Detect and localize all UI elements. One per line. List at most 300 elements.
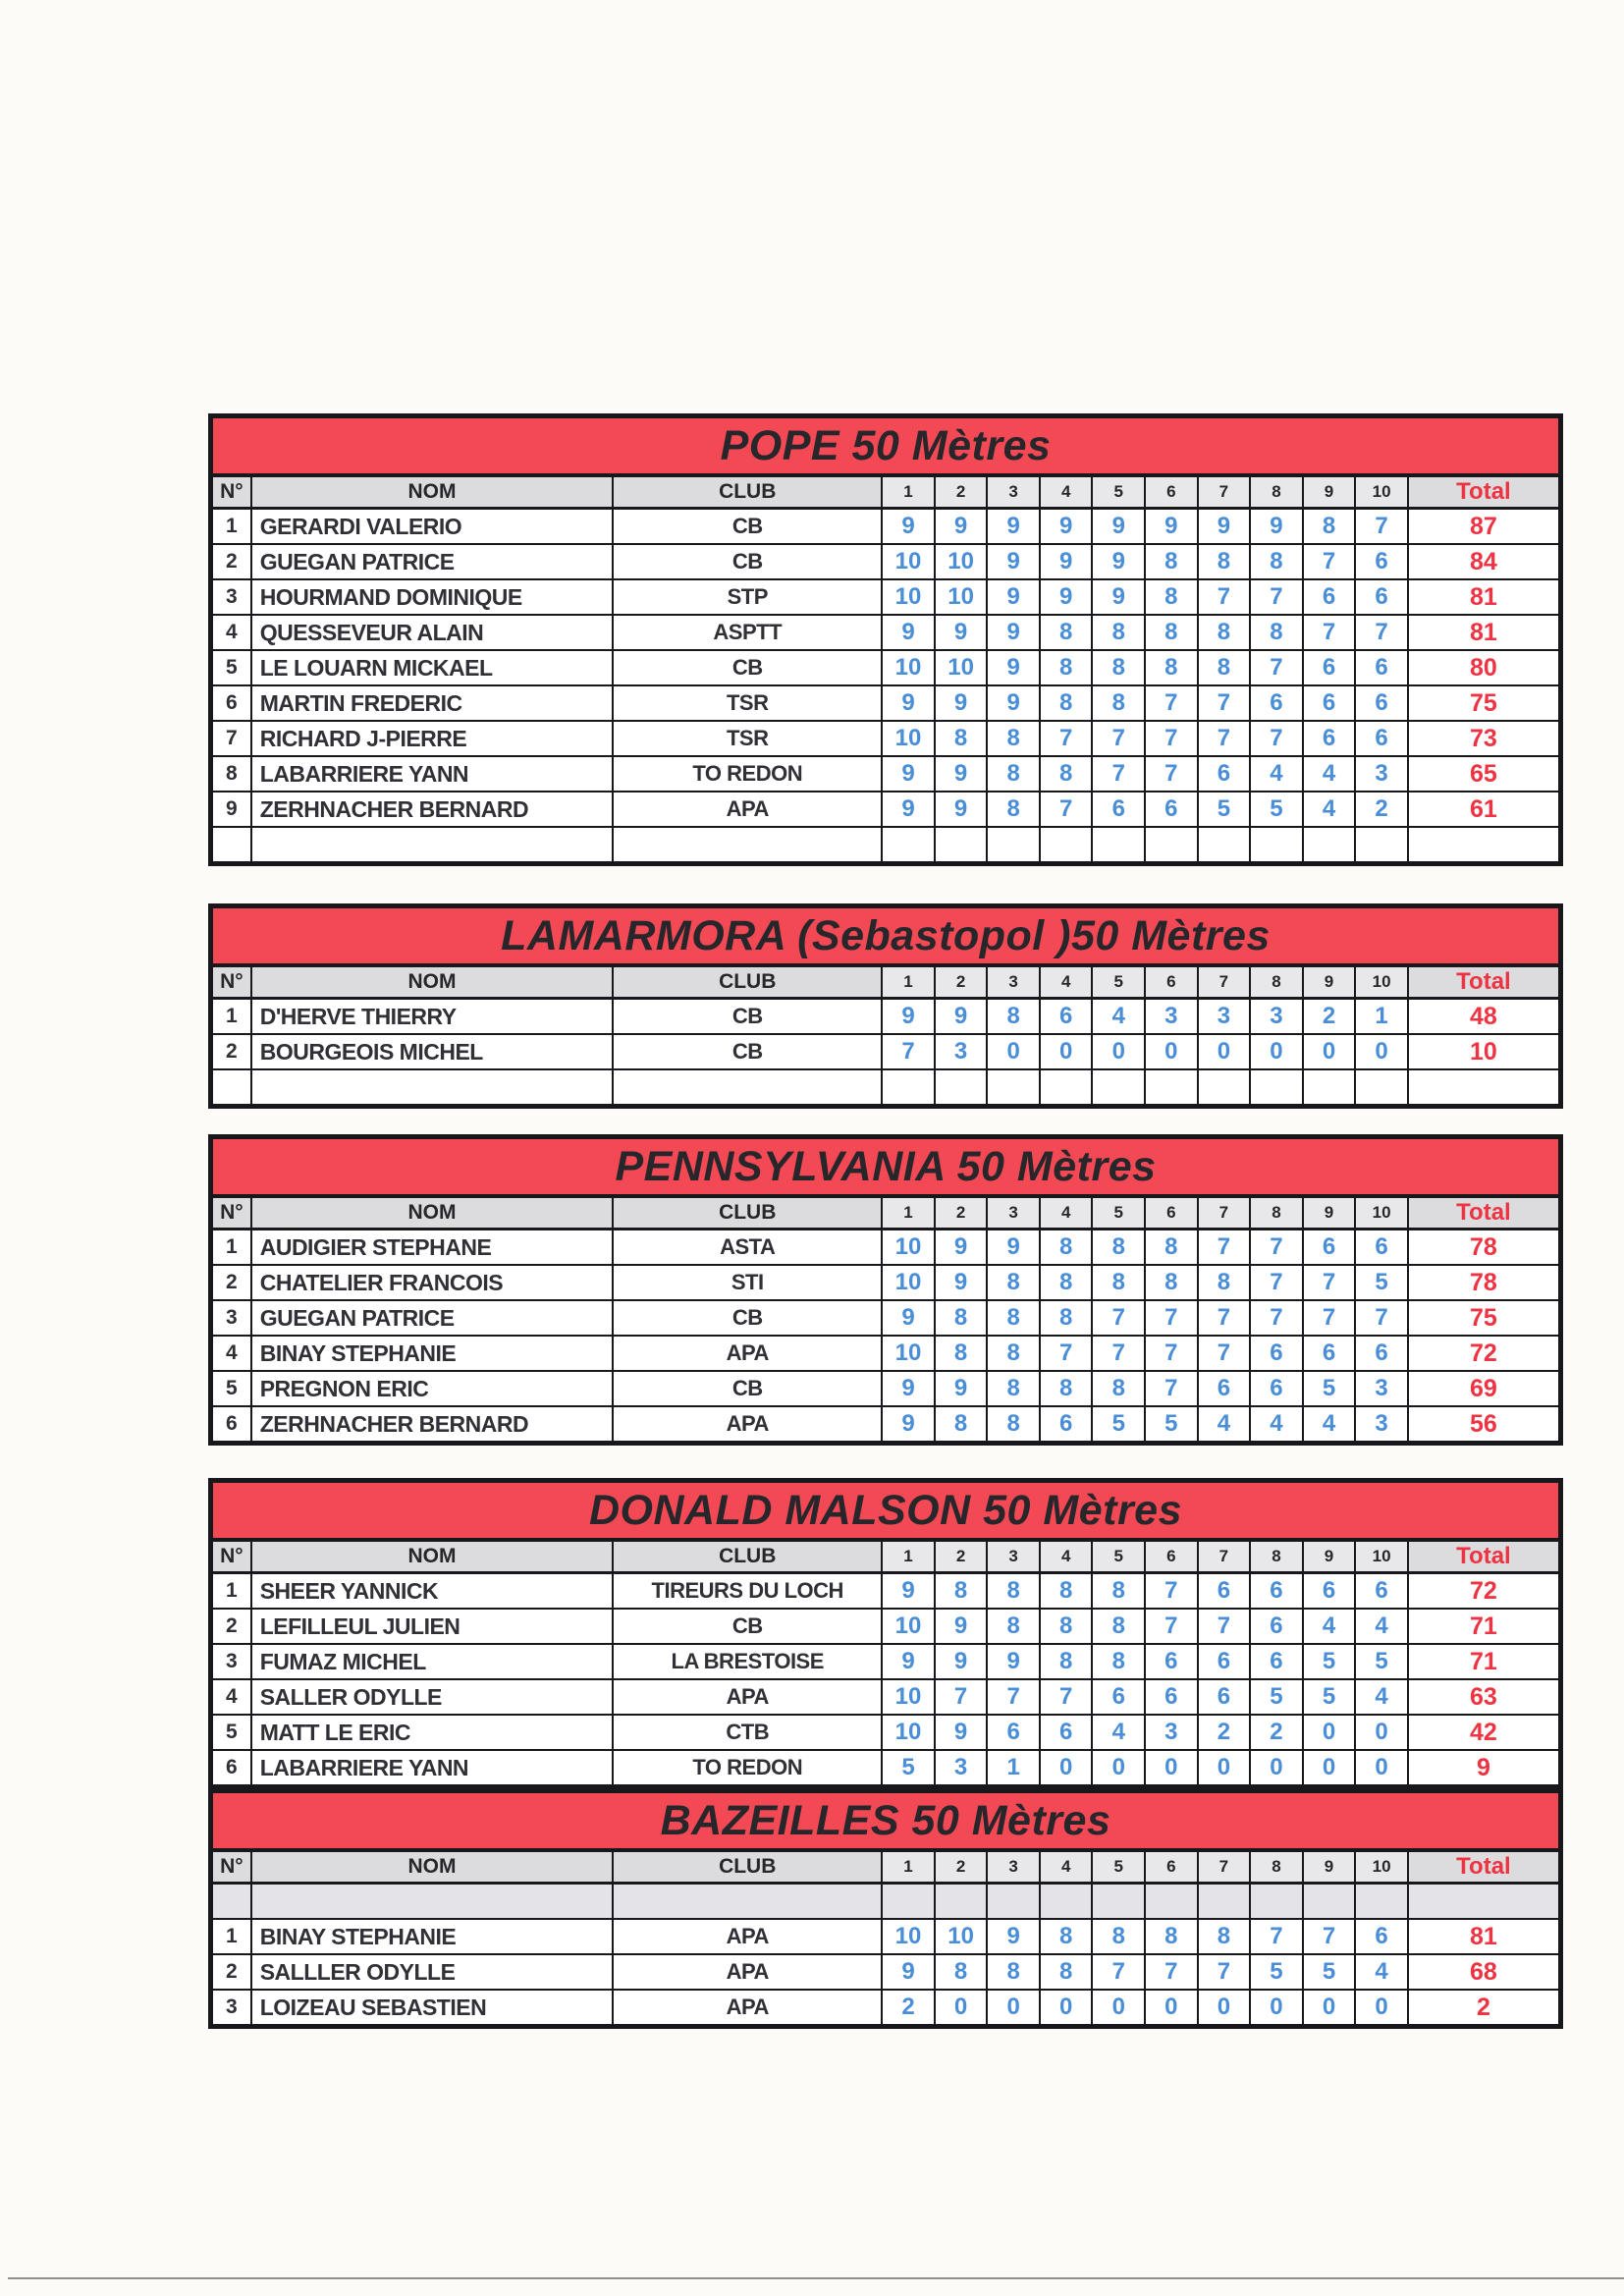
- score-cell-shot-4: 8: [1041, 1920, 1094, 1953]
- score-cell-shot-6: 8: [1146, 580, 1199, 614]
- total-cell: 81: [1470, 1922, 1497, 1950]
- score-cell-shot-5: 8: [1093, 686, 1146, 720]
- total-cell: 81: [1470, 582, 1497, 611]
- score-cell-shot-1: 10: [883, 545, 936, 578]
- empty-cell: [936, 1070, 989, 1104]
- score-cell-shot-3: 8: [988, 1955, 1041, 1989]
- score-cell-shot-3: 9: [988, 580, 1041, 614]
- table-row: [213, 1680, 1558, 1716]
- total-cell: 65: [1470, 759, 1497, 788]
- score-cell-shot-7: 7: [1199, 580, 1252, 614]
- score-cell-shot-5: 9: [1093, 580, 1146, 614]
- score-cell-shot-8: 9: [1251, 510, 1304, 543]
- score-cell-shot-3: 8: [988, 1266, 1041, 1299]
- results-table: [208, 413, 1563, 866]
- score-cell-shot-6: 7: [1146, 1337, 1199, 1370]
- score-cell-shot-10: 0: [1356, 1991, 1409, 2024]
- score-cell-shot-2: 9: [936, 1716, 989, 1749]
- column-header-name: NOM: [252, 967, 615, 997]
- table-header-row: [213, 1542, 1558, 1574]
- score-cell-shot-10: 7: [1356, 1301, 1409, 1335]
- column-header-shot-9: 9: [1304, 1198, 1357, 1228]
- score-cell-shot-8: 6: [1251, 1610, 1304, 1643]
- score-cell-shot-10: 6: [1356, 545, 1409, 578]
- name-cell: LABARRIERE YANN: [252, 757, 615, 791]
- score-cell-shot-8: 6: [1251, 1574, 1304, 1608]
- empty-cell: [1304, 828, 1357, 861]
- total-cell: 81: [1470, 618, 1497, 646]
- score-cell-shot-6: 0: [1146, 1035, 1199, 1068]
- score-cell-shot-5: 7: [1093, 1955, 1146, 1989]
- table-title-banner: [213, 908, 1558, 967]
- rank-cell: 1: [213, 1000, 252, 1033]
- score-cell-shot-4: 8: [1041, 1301, 1094, 1335]
- rank-cell: 2: [213, 1266, 252, 1299]
- column-header-shot-9: 9: [1304, 1542, 1357, 1571]
- empty-cell: [1041, 828, 1094, 861]
- score-cell-shot-5: 8: [1093, 1372, 1146, 1405]
- score-cell-shot-6: 7: [1146, 1372, 1199, 1405]
- score-cell-shot-4: 7: [1041, 793, 1094, 826]
- club-cell: STP: [614, 580, 883, 614]
- score-cell-shot-9: 5: [1304, 1955, 1357, 1989]
- score-cell-shot-10: 3: [1356, 757, 1409, 791]
- club-cell: CB: [614, 1301, 883, 1335]
- rank-cell: 4: [213, 1337, 252, 1370]
- score-cell-shot-8: 4: [1251, 1407, 1304, 1441]
- table-title-banner: [213, 1139, 1558, 1198]
- column-header-total: Total: [1409, 1198, 1558, 1228]
- table-row: [213, 757, 1558, 793]
- score-cell-shot-3: 8: [988, 722, 1041, 755]
- score-cell-shot-7: 5: [1199, 793, 1252, 826]
- column-header-shot-3: 3: [988, 1852, 1041, 1882]
- club-cell: APA: [614, 1991, 883, 2024]
- table-row: [213, 1266, 1558, 1301]
- score-cell-shot-8: 4: [1251, 757, 1304, 791]
- rank-cell: 1: [213, 1920, 252, 1953]
- total-cell: 72: [1470, 1339, 1497, 1367]
- score-cell-shot-1: 10: [883, 1680, 936, 1714]
- table-row: [213, 722, 1558, 757]
- column-header-shot-3: 3: [988, 1198, 1041, 1228]
- empty-cell: [213, 1070, 252, 1104]
- score-cell-shot-9: 5: [1304, 1680, 1357, 1714]
- score-cell-shot-3: 8: [988, 1407, 1041, 1441]
- score-cell-shot-6: 3: [1146, 1716, 1199, 1749]
- score-cell-shot-9: 4: [1304, 1407, 1357, 1441]
- club-cell: TO REDON: [614, 1751, 883, 1784]
- name-cell: MARTIN FREDERIC: [252, 686, 615, 720]
- score-cell-shot-8: 7: [1251, 1920, 1304, 1953]
- score-cell-shot-4: 9: [1041, 545, 1094, 578]
- name-cell: PREGNON ERIC: [252, 1372, 615, 1405]
- empty-cell: [1093, 1070, 1146, 1104]
- club-cell: ASTA: [614, 1230, 883, 1264]
- score-cell-shot-4: 0: [1041, 1991, 1094, 2024]
- score-cell-shot-7: 2: [1199, 1716, 1252, 1749]
- rank-cell: 8: [213, 757, 252, 791]
- name-cell: RICHARD J-PIERRE: [252, 722, 615, 755]
- score-cell-shot-10: 1: [1356, 1000, 1409, 1033]
- table-row: [213, 1645, 1558, 1680]
- rank-cell: 6: [213, 1407, 252, 1441]
- score-cell-shot-7: 8: [1199, 1266, 1252, 1299]
- score-cell-shot-1: 9: [883, 686, 936, 720]
- score-cell-shot-3: 8: [988, 1610, 1041, 1643]
- score-cell-shot-1: 5: [883, 1751, 936, 1784]
- club-cell: APA: [614, 1337, 883, 1370]
- score-cell-shot-3: 9: [988, 545, 1041, 578]
- score-cell-shot-1: 2: [883, 1991, 936, 2024]
- rank-cell: 2: [213, 1955, 252, 1989]
- score-cell-shot-2: 3: [936, 1751, 989, 1784]
- score-cell-shot-1: 10: [883, 1337, 936, 1370]
- total-cell: 68: [1470, 1957, 1497, 1986]
- score-cell-shot-2: 8: [936, 1574, 989, 1608]
- score-cell-shot-3: 8: [988, 757, 1041, 791]
- column-header-club: CLUB: [614, 1542, 883, 1571]
- score-cell-shot-7: 7: [1199, 722, 1252, 755]
- column-header-num: N°: [213, 967, 252, 997]
- score-cell-shot-3: 1: [988, 1751, 1041, 1784]
- score-cell-shot-1: 9: [883, 1574, 936, 1608]
- name-cell: LABARRIERE YANN: [252, 1751, 615, 1784]
- score-cell-shot-5: 8: [1093, 1266, 1146, 1299]
- table-title: LAMARMORA (Sebastopol )50 Mètres: [501, 911, 1271, 959]
- score-cell-shot-8: 7: [1251, 1266, 1304, 1299]
- column-header-shot-4: 4: [1041, 967, 1094, 997]
- column-header-shot-6: 6: [1146, 1542, 1199, 1571]
- rank-cell: 1: [213, 1230, 252, 1264]
- score-cell-shot-8: 0: [1251, 1035, 1304, 1068]
- column-header-name: NOM: [252, 1542, 615, 1571]
- score-cell-shot-5: 9: [1093, 510, 1146, 543]
- column-header-shot-9: 9: [1304, 477, 1357, 507]
- column-header-shot-2: 2: [936, 1542, 989, 1571]
- score-cell-shot-8: 0: [1251, 1751, 1304, 1784]
- empty-cell: [1199, 1885, 1252, 1918]
- column-header-num: N°: [213, 477, 252, 507]
- name-cell: GERARDI VALERIO: [252, 510, 615, 543]
- total-cell: 63: [1470, 1682, 1497, 1711]
- name-cell: LOIZEAU SEBASTIEN: [252, 1991, 615, 2024]
- column-header-num: N°: [213, 1198, 252, 1228]
- rank-cell: 1: [213, 510, 252, 543]
- column-header-shot-10: 10: [1356, 1198, 1409, 1228]
- table-row: [213, 1991, 1558, 2024]
- rank-cell: 4: [213, 1680, 252, 1714]
- club-cell: APA: [614, 1920, 883, 1953]
- club-cell: CB: [614, 1000, 883, 1033]
- table-row: [213, 510, 1558, 545]
- score-cell-shot-2: 3: [936, 1035, 989, 1068]
- total-cell: 48: [1470, 1002, 1497, 1030]
- total-cell: 71: [1470, 1647, 1497, 1675]
- column-header-shot-6: 6: [1146, 1852, 1199, 1882]
- score-cell-shot-4: 8: [1041, 616, 1094, 649]
- table-row: [213, 545, 1558, 580]
- score-cell-shot-7: 6: [1199, 1574, 1252, 1608]
- empty-cell: [936, 1885, 989, 1918]
- score-cell-shot-6: 8: [1146, 1266, 1199, 1299]
- score-cell-shot-10: 5: [1356, 1266, 1409, 1299]
- score-cell-shot-6: 7: [1146, 1955, 1199, 1989]
- total-cell: 80: [1470, 653, 1497, 682]
- column-header-shot-5: 5: [1093, 1542, 1146, 1571]
- score-cell-shot-2: 9: [936, 510, 989, 543]
- score-cell-shot-3: 0: [988, 1991, 1041, 2024]
- rank-cell: 4: [213, 616, 252, 649]
- empty-cell: [1356, 1070, 1409, 1104]
- score-cell-shot-7: 8: [1199, 1920, 1252, 1953]
- column-header-shot-7: 7: [1199, 967, 1252, 997]
- empty-cell: [213, 1885, 252, 1918]
- score-cell-shot-9: 6: [1304, 1574, 1357, 1608]
- score-cell-shot-5: 7: [1093, 757, 1146, 791]
- table-title: PENNSYLVANIA 50 Mètres: [615, 1142, 1157, 1190]
- name-cell: CHATELIER FRANCOIS: [252, 1266, 615, 1299]
- score-cell-shot-4: 8: [1041, 1610, 1094, 1643]
- score-cell-shot-10: 6: [1356, 1920, 1409, 1953]
- name-cell: SALLLER ODYLLE: [252, 1955, 615, 1989]
- table-row: [213, 580, 1558, 616]
- club-cell: TSR: [614, 686, 883, 720]
- column-header-shot-5: 5: [1093, 967, 1146, 997]
- column-header-shot-1: 1: [883, 1198, 936, 1228]
- club-cell: APA: [614, 1680, 883, 1714]
- score-cell-shot-6: 7: [1146, 1610, 1199, 1643]
- score-cell-shot-4: 6: [1041, 1000, 1094, 1033]
- empty-cell: [614, 1885, 883, 1918]
- total-cell: 9: [1476, 1753, 1490, 1781]
- empty-cell: [1093, 1885, 1146, 1918]
- results-table: [208, 1134, 1563, 1446]
- score-cell-shot-9: 4: [1304, 793, 1357, 826]
- score-cell-shot-9: 0: [1304, 1716, 1357, 1749]
- column-header-club: CLUB: [614, 1852, 883, 1882]
- rank-cell: 5: [213, 1716, 252, 1749]
- score-cell-shot-10: 3: [1356, 1407, 1409, 1441]
- score-cell-shot-1: 9: [883, 1645, 936, 1678]
- rank-cell: 2: [213, 1610, 252, 1643]
- score-cell-shot-2: 10: [936, 651, 989, 684]
- club-cell: CB: [614, 651, 883, 684]
- column-header-shot-6: 6: [1146, 967, 1199, 997]
- results-table: [208, 1789, 1563, 2029]
- empty-cell: [883, 1885, 936, 1918]
- name-cell: ZERHNACHER BERNARD: [252, 1407, 615, 1441]
- empty-cell: [1409, 1070, 1558, 1104]
- score-cell-shot-2: 7: [936, 1680, 989, 1714]
- score-cell-shot-4: 9: [1041, 510, 1094, 543]
- club-cell: CTB: [614, 1716, 883, 1749]
- empty-cell: [1041, 1070, 1094, 1104]
- score-cell-shot-9: 7: [1304, 1266, 1357, 1299]
- score-cell-shot-6: 8: [1146, 651, 1199, 684]
- score-cell-shot-2: 8: [936, 722, 989, 755]
- score-cell-shot-8: 7: [1251, 580, 1304, 614]
- name-cell: FUMAZ MICHEL: [252, 1645, 615, 1678]
- total-cell: 73: [1470, 724, 1497, 752]
- club-cell: LA BRESTOISE: [614, 1645, 883, 1678]
- column-header-shot-4: 4: [1041, 1852, 1094, 1882]
- column-header-shot-7: 7: [1199, 1852, 1252, 1882]
- name-cell: HOURMAND DOMINIQUE: [252, 580, 615, 614]
- table-title: POPE 50 Mètres: [720, 421, 1052, 469]
- name-cell: ZERHNACHER BERNARD: [252, 793, 615, 826]
- score-cell-shot-1: 9: [883, 1407, 936, 1441]
- score-cell-shot-7: 9: [1199, 510, 1252, 543]
- column-header-shot-8: 8: [1251, 1542, 1304, 1571]
- score-cell-shot-7: 3: [1199, 1000, 1252, 1033]
- score-cell-shot-5: 8: [1093, 1230, 1146, 1264]
- column-header-shot-8: 8: [1251, 1198, 1304, 1228]
- empty-cell: [1356, 828, 1409, 861]
- column-header-num: N°: [213, 1542, 252, 1571]
- rank-cell: 3: [213, 1301, 252, 1335]
- score-cell-shot-3: 9: [988, 1230, 1041, 1264]
- score-cell-shot-2: 9: [936, 757, 989, 791]
- total-cell: 61: [1470, 794, 1497, 823]
- score-cell-shot-5: 8: [1093, 1610, 1146, 1643]
- column-header-shot-2: 2: [936, 1852, 989, 1882]
- score-cell-shot-6: 7: [1146, 686, 1199, 720]
- score-cell-shot-9: 2: [1304, 1000, 1357, 1033]
- rank-cell: 5: [213, 651, 252, 684]
- score-cell-shot-10: 0: [1356, 1751, 1409, 1784]
- score-cell-shot-3: 8: [988, 1000, 1041, 1033]
- empty-cell: [1041, 1885, 1094, 1918]
- score-cell-shot-10: 7: [1356, 616, 1409, 649]
- total-cell: 56: [1470, 1409, 1497, 1438]
- table-header-row: [213, 1852, 1558, 1885]
- score-cell-shot-6: 7: [1146, 1301, 1199, 1335]
- score-cell-shot-6: 8: [1146, 1920, 1199, 1953]
- score-cell-shot-6: 8: [1146, 616, 1199, 649]
- score-cell-shot-3: 8: [988, 1337, 1041, 1370]
- club-cell: CB: [614, 1035, 883, 1068]
- column-header-total: Total: [1409, 1542, 1558, 1571]
- score-cell-shot-7: 7: [1199, 1610, 1252, 1643]
- total-cell: 69: [1470, 1374, 1497, 1402]
- column-header-name: NOM: [252, 1198, 615, 1228]
- empty-cell: [988, 828, 1041, 861]
- rank-cell: 3: [213, 580, 252, 614]
- score-cell-shot-1: 10: [883, 1230, 936, 1264]
- rank-cell: 1: [213, 1574, 252, 1608]
- score-cell-shot-10: 0: [1356, 1035, 1409, 1068]
- score-cell-shot-1: 9: [883, 1301, 936, 1335]
- column-header-shot-3: 3: [988, 477, 1041, 507]
- results-table: [208, 903, 1563, 1109]
- empty-cell: [1093, 828, 1146, 861]
- score-cell-shot-8: 7: [1251, 1230, 1304, 1264]
- score-cell-shot-7: 7: [1199, 1955, 1252, 1989]
- empty-cell: [1409, 1885, 1558, 1918]
- table-row: [213, 616, 1558, 651]
- table-row: [213, 1035, 1558, 1070]
- name-cell: BINAY STEPHANIE: [252, 1920, 615, 1953]
- score-cell-shot-4: 8: [1041, 1955, 1094, 1989]
- column-header-shot-4: 4: [1041, 1542, 1094, 1571]
- column-header-shot-5: 5: [1093, 1198, 1146, 1228]
- column-header-shot-4: 4: [1041, 1198, 1094, 1228]
- total-cell: 72: [1470, 1576, 1497, 1605]
- name-cell: GUEGAN PATRICE: [252, 545, 615, 578]
- table-row: [213, 1610, 1558, 1645]
- table-header-row: [213, 967, 1558, 1000]
- score-cell-shot-8: 6: [1251, 686, 1304, 720]
- score-cell-shot-10: 5: [1356, 1645, 1409, 1678]
- score-cell-shot-3: 9: [988, 1645, 1041, 1678]
- column-header-shot-8: 8: [1251, 967, 1304, 997]
- empty-cell: [1199, 828, 1252, 861]
- table-row: [213, 1751, 1558, 1784]
- score-cell-shot-2: 9: [936, 793, 989, 826]
- table-row: [213, 1955, 1558, 1991]
- score-cell-shot-7: 6: [1199, 1645, 1252, 1678]
- empty-cell: [988, 1885, 1041, 1918]
- column-header-shot-10: 10: [1356, 1852, 1409, 1882]
- empty-cell: [1356, 1885, 1409, 1918]
- empty-cell: [1251, 1885, 1304, 1918]
- score-cell-shot-9: 7: [1304, 1920, 1357, 1953]
- rank-cell: 6: [213, 686, 252, 720]
- score-cell-shot-4: 8: [1041, 1372, 1094, 1405]
- score-cell-shot-9: 6: [1304, 1337, 1357, 1370]
- club-cell: STI: [614, 1266, 883, 1299]
- name-cell: AUDIGIER STEPHANE: [252, 1230, 615, 1264]
- score-cell-shot-2: 9: [936, 686, 989, 720]
- empty-cell: [1146, 1070, 1199, 1104]
- score-cell-shot-9: 4: [1304, 1610, 1357, 1643]
- column-header-club: CLUB: [614, 477, 883, 507]
- score-cell-shot-3: 8: [988, 1372, 1041, 1405]
- score-cell-shot-7: 7: [1199, 686, 1252, 720]
- score-cell-shot-1: 10: [883, 580, 936, 614]
- score-cell-shot-5: 9: [1093, 545, 1146, 578]
- club-cell: ASPTT: [614, 616, 883, 649]
- score-cell-shot-10: 6: [1356, 1230, 1409, 1264]
- score-cell-shot-4: 6: [1041, 1716, 1094, 1749]
- table-row: [213, 1716, 1558, 1751]
- score-cell-shot-9: 6: [1304, 580, 1357, 614]
- score-cell-shot-4: 7: [1041, 722, 1094, 755]
- score-cell-shot-3: 9: [988, 686, 1041, 720]
- score-cell-shot-2: 0: [936, 1991, 989, 2024]
- score-cell-shot-4: 8: [1041, 1266, 1094, 1299]
- score-cell-shot-10: 6: [1356, 651, 1409, 684]
- score-cell-shot-3: 9: [988, 510, 1041, 543]
- name-cell: MATT LE ERIC: [252, 1716, 615, 1749]
- score-cell-shot-2: 8: [936, 1301, 989, 1335]
- column-header-shot-8: 8: [1251, 1852, 1304, 1882]
- empty-cell: [1146, 1885, 1199, 1918]
- column-header-shot-5: 5: [1093, 1852, 1146, 1882]
- total-cell: 78: [1470, 1268, 1497, 1296]
- empty-cell: [988, 1070, 1041, 1104]
- total-cell: 78: [1470, 1232, 1497, 1261]
- score-cell-shot-9: 6: [1304, 686, 1357, 720]
- score-cell-shot-3: 9: [988, 651, 1041, 684]
- score-cell-shot-9: 0: [1304, 1991, 1357, 2024]
- score-cell-shot-10: 6: [1356, 580, 1409, 614]
- score-cell-shot-9: 8: [1304, 510, 1357, 543]
- score-cell-shot-10: 6: [1356, 686, 1409, 720]
- score-cell-shot-4: 0: [1041, 1035, 1094, 1068]
- score-cell-shot-1: 10: [883, 722, 936, 755]
